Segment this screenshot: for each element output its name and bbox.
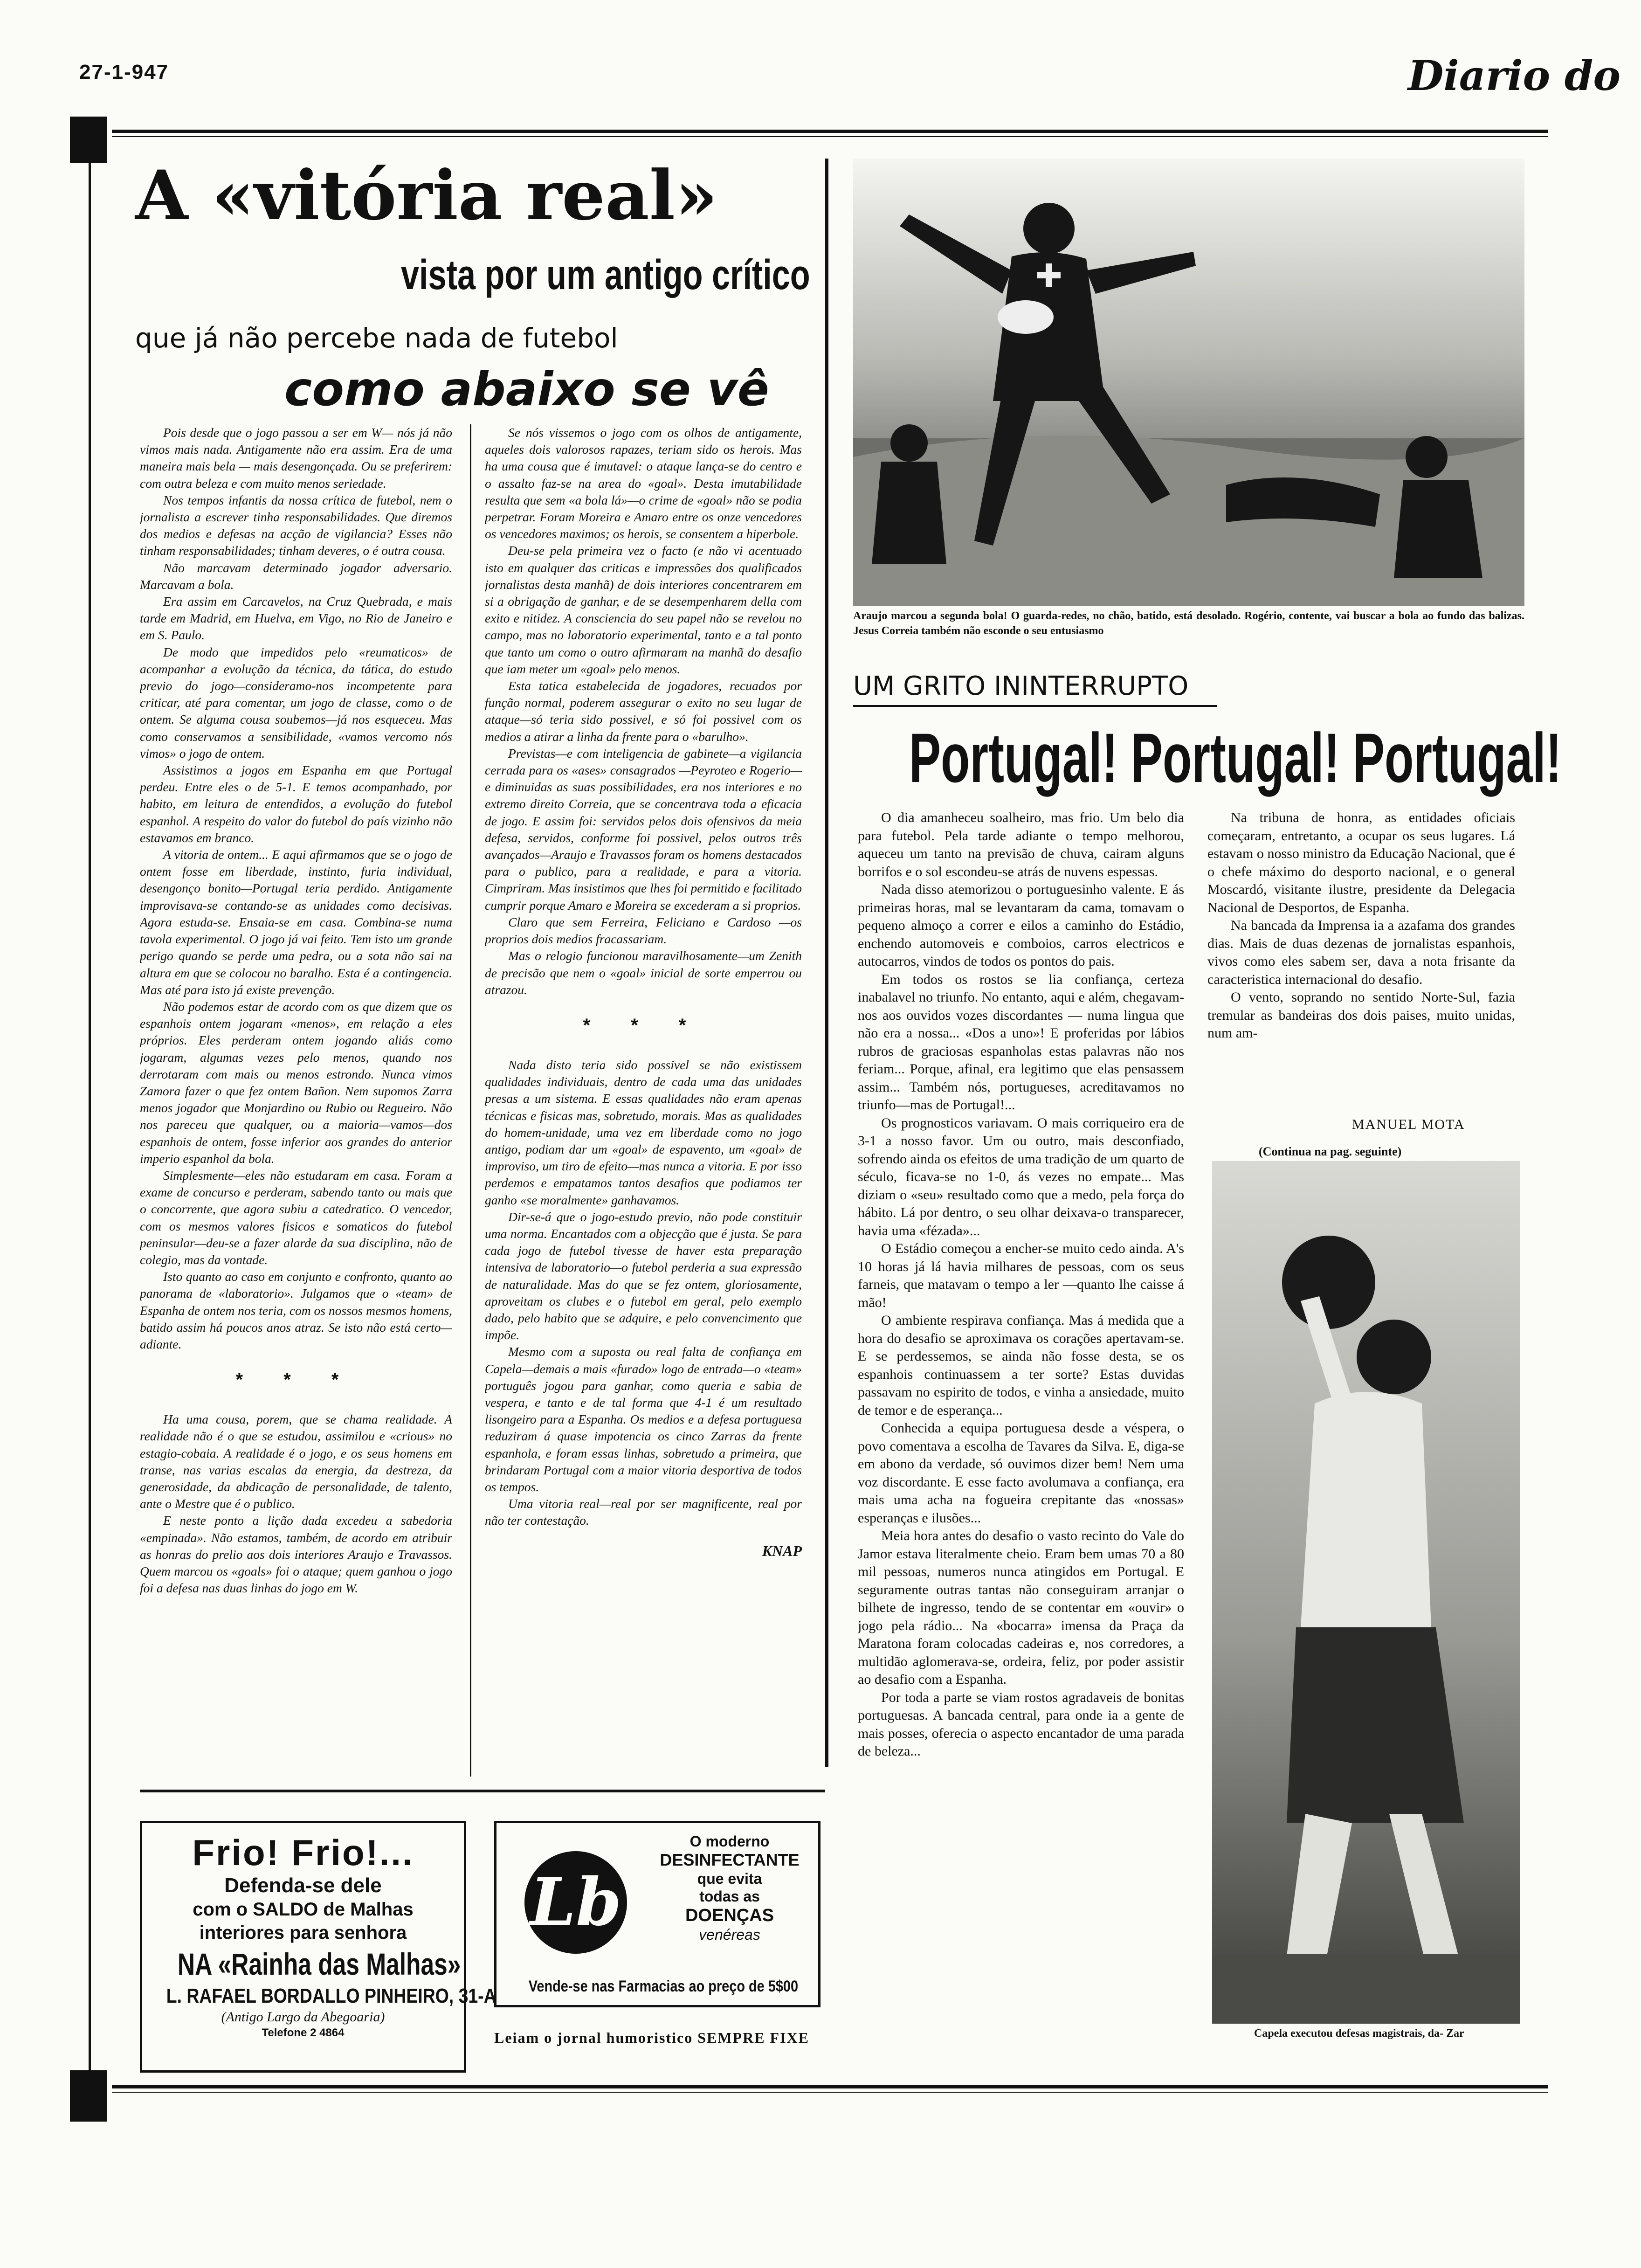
- photo-caption-2: Capela executou defesas magistrais, da- Zar: [1254, 2027, 1464, 2040]
- paragraph: Por toda a parte se viam rostos agradaveis de bonitas portuguesas. A bancada central, para onde ia a gente de mais posses, oferecia o aspecto encantador de uma parada de beleza...: [858, 1689, 1184, 1759]
- paragraph: Não podemos estar de acordo com os que dizem que os espanhois ontem jogaram «menos», em relação a eles próprios. Eles perderam ontem jogando aliás como jogaram, algumas vezes pelo menos, quando nos derrotaram com mais ou menos estrondo. Nunca vimos Zamora fazer o que fez ontem Bañon. Nem supomos Zarra menos jogador que Monjardino ou Rubio ou Regueiro. Não nos pareceu que qualquer, ou a maioria—vamos—dos espanhois de ontem, fosse inferior aos grandes do anterior imperio espanhol da bola.: [140, 999, 452, 1166]
- paragraph: A vitoria de ontem... E aqui afirmamos que se o jogo de ontem fosse em liberdade, instinto, furia individual, desengonço bonito—Portugal teria perdido. Antigamente improvisava-se contando-se as unidades como decisivas. Agora estuda-se. Ensaia-se em casa. Combina-se numa tavola experimental. O jogo já vai feito. Tem isto um grande perigo quando se perde uma pedra, ou a sota não sai na altura em que se colocou no baralho. Esta é a contingencia. Mas até para isto já existe prevenção.: [140, 847, 452, 997]
- ad2-line4: todas as: [699, 1888, 760, 1905]
- photo-caption-1: Araujo marcou a segunda bola! O guarda-redes, no chão, batido, está desolado. Rogério, contente, vai buscar a bola ao fundo das balizas. Jesus Correia também não esconde o seu entusiasmo: [853, 610, 1524, 637]
- top-rule: [112, 130, 1548, 133]
- ad2-line5: DOENÇAS: [685, 1906, 774, 1925]
- paragraph: Dir-se-á que o jogo-estudo previo, não pode constituir uma norma. Encantados com a objecção que é justa. Se para cada jogo de futebol tivesse de haver esta preparação intensiva de laboratorio—o futebol perderia a sua expressão de naturalidade. Mas do que se fez ontem, gloriosamente, aproveitam os clubes e o futebol em geral, pelo exemplo dado, pelo habito que se adquire, e pelo convencimento que impõe.: [485, 1209, 802, 1342]
- section-divider: [825, 159, 828, 1767]
- article-column-2: [485, 424, 802, 1781]
- ad1-headline: Frio! Frio!...: [192, 1832, 414, 1873]
- paragraph: O vento, soprando no sentido Norte-Sul, fazia tremular as bandeiras dos dois paises, muito unidas, num am-: [1207, 989, 1515, 1041]
- article-kicker: UM GRITO ININTERRUPTO: [853, 671, 1189, 701]
- asterisks-1: * * *: [235, 1369, 357, 1390]
- top-rule-thin: [112, 136, 1548, 137]
- ad1-line4: interiores para senhora: [199, 1922, 407, 1943]
- article2-signature: MANUEL MOTA: [1352, 1117, 1465, 1132]
- paragraph: Nos tempos infantis da nossa crítica de futebol, nem o jornalista a escrever tinha responsabilidades. Que diremos dos medios e defesas na acção de vigilancia? Esses não tinham responsabilidades; tinham deveres, o é outra cousa.: [140, 492, 452, 558]
- article-column-1: [140, 424, 452, 1781]
- paragraph: Assistimos a jogos em Espanha em que Portugal perdeu. Entre eles o de 5-1. E temos acompanhado, por habito, em leitura de entendidos, a evolução do futebol espanhol. A respeito do valor do futebol do país vizinho não estavamos em branco.: [140, 763, 452, 845]
- photo-goalkeeper: [1212, 1161, 1520, 2024]
- paragraph: Nada disto teria sido possivel se não existissem qualidades individuais, dentro de cada uma das unidades presas a um sistema. E essas qualidades não eram apenas técnicas e fisicas mas, sobretudo, morais. Mas as qualidades do homem-unidade, uma vez em liberdade como no jogo antigo, podiam dar um «goal» de espavento, um «goal» de improviso, um tiro de efeito—mas nunca a vitoria. E por isso perdemos e empatamos tantos desafios que podiamos ter ganho «se moralmente» ganhavamos.: [485, 1057, 802, 1207]
- paragraph: Pois desde que o jogo passou a ser em W— nós já não vimos mais nada. Antigamente não era assim. Era de uma maneira mais bela — mais desengonçada. Ou se preferirem: com outra beleza e com muito menos seriedade.: [140, 425, 452, 491]
- paragraph: Em todos os rostos se lia confiança, certeza inabalavel no triunfo. No entanto, aqui e além, chegavam-nos aos ouvidos vozes discordantes — numa lingua que não era a nossa... «Dos a uno»! E proferidas por lábios rubros de graciosas espanholas estas palavras não nos feriam... Porque, afinal, era legitimo que elas pensassem assim... Também nós, portugueses, acreditavamos no triunfo—mas de Portugal!...: [858, 971, 1184, 1113]
- paragraph: E neste ponto a lição dada excedeu a sabedoria «empinada». Não estamos, também, de acordo em atribuir as honras do prelio aos dois interiores Araujo e Travassos. Quem marcou os «goals» foi o ataque; quem ganhou o jogo foi a defesa nas duas linhas do jogo em W.: [140, 1513, 452, 1596]
- left-margin-rule: [89, 163, 91, 2075]
- photo-goal-celebration: [853, 159, 1524, 606]
- paragraph: Uma vitoria real—real por ser magnificente, real por não ter contestação.: [485, 1496, 802, 1528]
- paragraph: Era assim em Carcavelos, na Cruz Quebrada, e mais tarde em Madrid, em Huelva, em Vigo, no Rio de Janeiro e em S. Paulo.: [140, 594, 452, 643]
- paragraph: Simplesmente—eles não estudaram em casa. Foram a exame de concurso e perderam, sabendo tanto ou mais que o concorrente, que agora subiu a catedratico. O vencedor, com os mesmos valores fisicos e somaticos do futebol peninsular—deu-se a fazer alarde da sua disciplina, não de colegio, mas da vontade.: [140, 1168, 452, 1267]
- article2-column-1: [858, 809, 1184, 2007]
- bottom-rule: [112, 2085, 1548, 2088]
- ad2-price: Vende-se nas Farmacias ao preço de 5$00: [528, 1978, 799, 1995]
- paragraph: Deu-se pela primeira vez o facto (e não vi acentuado isto em qualquer das criticas e impressões dos qualificados jornalistas desta manhã) de dois interiores concentrarem em si a obrigação de ganhar, e de se desempenharem della com exito e nitidez. A consciencia do seu papel não se revelou no campo, mas no laboratorio experimental, tanto e a tal ponto que tanto um como o outro afirmaram na manhã do desafio que iam meter um «goal» pelo menos.: [485, 543, 802, 676]
- paragraph: Nada disso atemorizou o portuguesinho valente. E ás primeiras horas, mal se levantaram da cama, tomavam o pequeno almoço a correr e eilos a caminho do Estádio, enchendo automoveis e comboios, carros electricos e autocarros, vindos de todos os pontos do pais.: [858, 882, 1184, 969]
- paragraph: Os prognosticos variavam. O mais corriqueiro era de 3-1 a nosso favor. Um ou outro, mais desconfiado, sofrendo ainda os efeitos de uma tradição de um quarto de século, ficava-se no 1-0, ás vezes no empate... Mas diziam o «seu» resultado como que a medo, pela força do hábito. Lá por dentro, o seu olhar deixava-o transparecer, havia uma «fézada»...: [858, 1115, 1184, 1238]
- ad1-address: L. RAFAEL BORDALLO PINHEIRO, 31-A: [166, 1984, 496, 2007]
- article-title: A «vitória real»: [135, 156, 718, 235]
- article-signature: KNAP: [762, 1542, 802, 1559]
- paragraph: O ambiente respirava confiança. Mas á medida que a hora do desafio se aproximava os corações apertavam-se. E se perdessemos, se ainda não fosse desta, se os espanhois continuassem a ter sorte? Estas duvidas passavam no espirito de todos, e vinha a ansiedade, muito de temor e de esperança...: [858, 1313, 1184, 1418]
- article-subtitle-3: como abaixo se vê: [284, 362, 769, 416]
- paragraph: Isto quanto ao caso em conjunto e confronto, quanto ao panorama de «laboratorio». Julgamos que o «team» de Espanha de ontem nos teria, com os nossos mesmos homens, batido assim há poucos anos atraz. Se isto não está certo—adiante.: [140, 1269, 452, 1351]
- article-subtitle-2: que já não percebe nada de futebol: [135, 322, 618, 354]
- column-divider: [470, 424, 471, 1777]
- bottom-rule-thin: [112, 2092, 1548, 2093]
- paragraph: O dia amanheceu soalheiro, mas frio. Um belo dia para futebol. Pela tarde adiante o tempo melhorou, aqueceu um tanto na previsão de chuva, cairam alguns borrifos e o sol escondeu-se atrás de nuvens espessas.: [858, 810, 1184, 879]
- masthead: Diario do: [1408, 51, 1621, 100]
- paragraph: Se nós vissemos o jogo com os olhos de antigamente, aqueles dois valorosos rapazes, teriam sido os herois. Mas ha uma cousa que é imutavel: o ataque lança-se do centro e o assalto faz-se na area do «goal». Desta imutabilidade resulta que sem «a bola lá»—o crime de «goal» não se podia perpetrar. Foram Moreira e Amaro entre os onze vencedores os vencedores maximos; os herois, se consentem a hiperbole.: [485, 425, 802, 541]
- article-headline: Portugal! Portugal! Portugal!: [909, 719, 1562, 797]
- article2-column-2: [1207, 809, 1515, 1098]
- asterisks-2: * * *: [583, 1015, 704, 1036]
- paragraph: Meia hora antes do desafio o vasto recinto do Vale do Jamor estava literalmente cheio. Eram bem umas 70 a 80 mil pessoas, numeros nunca atingidos em Portugal. E seguramente outras tantas não conseguiram arranjar o bilhete de ingresso, tendo de se contentar em «ouvir» o jogo pela rádio... Na «bocarra» imensa da Praça da Maratona foram colocadas cadeiras e, nos corredores, a multidão aglomerava-se, ordeira, feliz, por poder assistir ao desafio com a Espanha.: [858, 1528, 1184, 1687]
- corner-block-bottom: [70, 2070, 107, 2122]
- paragraph: Mesmo com a suposta ou real falta de confiança em Capela—demais a mais «furado» logo de entrada—o «team» português jogou para ganhar, como queria e sabia de vespera, e tanto e de tal forma que 4-1 é um resultado lisongeiro para a Espanha. Os medios e a defesa portuguesa reduziram á quase impotencia os cinco Zarras da frente espanhola, e foram essas linhas, sobretudo a primeira, que brindaram Portugal com a maior vitoria desportiva de todos os tempos.: [485, 1344, 802, 1494]
- paragraph: Conhecida a equipa portuguesa desde a véspera, o povo comentava a escolha de Tavares da Silva. E, diga-se em abono da verdade, só ouvimos dizer bem! Nem uma voz discordante. E esse facto avolumava a confiança, era mais uma acha na fogueira crepitante das «nossas» esperanças e ilusões...: [858, 1420, 1184, 1526]
- continued-note: (Continua na pag. seguinte): [1259, 1145, 1402, 1158]
- kicker-underline: [853, 705, 1217, 707]
- ad2-line2: DESINFECTANTE: [660, 1850, 800, 1869]
- photo-goalkeeper-image: [1212, 1161, 1520, 2024]
- ad2-logo: Lb: [524, 1851, 627, 1954]
- paragraph: Não marcavam determinado jogador adversario. Marcavam a bola.: [140, 560, 452, 592]
- corner-block-top: [70, 117, 107, 163]
- article-subtitle-1: vista por um antigo crítico: [401, 252, 810, 298]
- paragraph: Esta tatica estabelecida de jogadores, recuados por função normal, poderem assegurar o exito no seu lugar de ataque—só teria sido possivel, e só foi possivel com os medios a atirar a linha da frente para o «barulho».: [485, 678, 802, 744]
- paragraph: Mas o relogio funcionou maravilhosamente—um Zenith de precisão que nem o «goal» inicial de sorte emperrou ou atrazou.: [485, 948, 802, 997]
- ad1-line3: com o SALDO de Malhas: [193, 1899, 414, 1920]
- paragraph: O Estádio começou a encher-se muito cedo ainda. A's 10 horas já lá havia milhares de pessoas, com os seus farneis, que matavam o tempo a ler —quanto lhe caisse á mão!: [858, 1241, 1184, 1310]
- ad1-address-note: (Antigo Largo da Abegoaria): [221, 2009, 385, 2025]
- ad-sempre-fixe: Leiam o jornal humoristico SEMPRE FIXE: [494, 2029, 809, 2046]
- paragraph: De modo que impedidos pelo «reumaticos» de acompanhar a evolução da técnica, da tática, do estudo previo do jogo—consideramo-nos incompetente para criticar, até para comentar, um jogo de classe, como o de ontem. Se alguma cousa soubemos—já nos esqueceu. Mas como conservamos a sensibilidade, «vamos vercomo nós vimos» o jogo de ontem.: [140, 644, 452, 761]
- ad1-line2: Defenda-se dele: [224, 1874, 382, 1897]
- paragraph: Na bancada da Imprensa ia a azafama dos grandes dias. Mais de duas dezenas de jornalistas espanhois, vivos como eles sabem ser, dava a nota frisante da caracteristica internacional do desafio.: [1207, 918, 1515, 987]
- paragraph: Previstas—e com inteligencia de gabinete—a vigilancia cerrada para os «ases» consagrados —Peyroteo e Rogerio—e diminuidas as suas possibilidades, era nos interiores e no extremo direito Correia, que se concentrava toda a eficacia de jogo. E assim foi: servidos pelos dois ofensivos da meia defesa, servidos, conforme foi possivel, pelos outros três avançados—Araujo e Travassos foram os homens destacados para o publico, para a realidade, e para a vitoria. Cimpriram. Mas insistimos que lhes foi permitido e facilitado cumprir porque Amaro e Moreira se excederam a si proprios.: [485, 746, 802, 913]
- ad1-shop: NA «Rainha das Malhas»: [177, 1947, 461, 1981]
- ad2-line6: venéreas: [699, 1926, 760, 1943]
- ad2-line1: O moderno: [689, 1833, 770, 1850]
- issue-date: 27-1-947: [79, 61, 169, 83]
- ad-desinfectante: [494, 1821, 820, 2007]
- ad2-line3: que evita: [697, 1870, 762, 1887]
- photo-goal-celebration-image: [853, 159, 1524, 606]
- paragraph: Ha uma cousa, porem, que se chama realidade. A realidade não é o que se estudou, assimilou e «crious» no estagio-cobaia. A realidade é o jogo, e os seus homens em transe, nas varias escalas da energia, da destreza, da generosidade, da abdicação de personalidade, de talento, ante o Mestre que é o publico.: [140, 1412, 452, 1511]
- ad1-phone: Telefone 2 4864: [262, 2026, 345, 2039]
- ad-top-rule: [140, 1790, 825, 1792]
- ad-rainha-das-malhas: [140, 1821, 496, 2073]
- paragraph: Claro que sem Ferreira, Feliciano e Cardoso —os proprios dois medios fracassariam.: [485, 914, 802, 947]
- paragraph: Na tribuna de honra, as entidades oficiais começaram, entretanto, a ocupar os seus lugares. Lá estavam o nosso ministro da Educação Nacional, que é o chefe máximo do desporto nacional, e o general Moscardó, visitante ilustre, presidente da Delegacia Nacional de Desportos, de Espanha.: [1207, 810, 1515, 915]
